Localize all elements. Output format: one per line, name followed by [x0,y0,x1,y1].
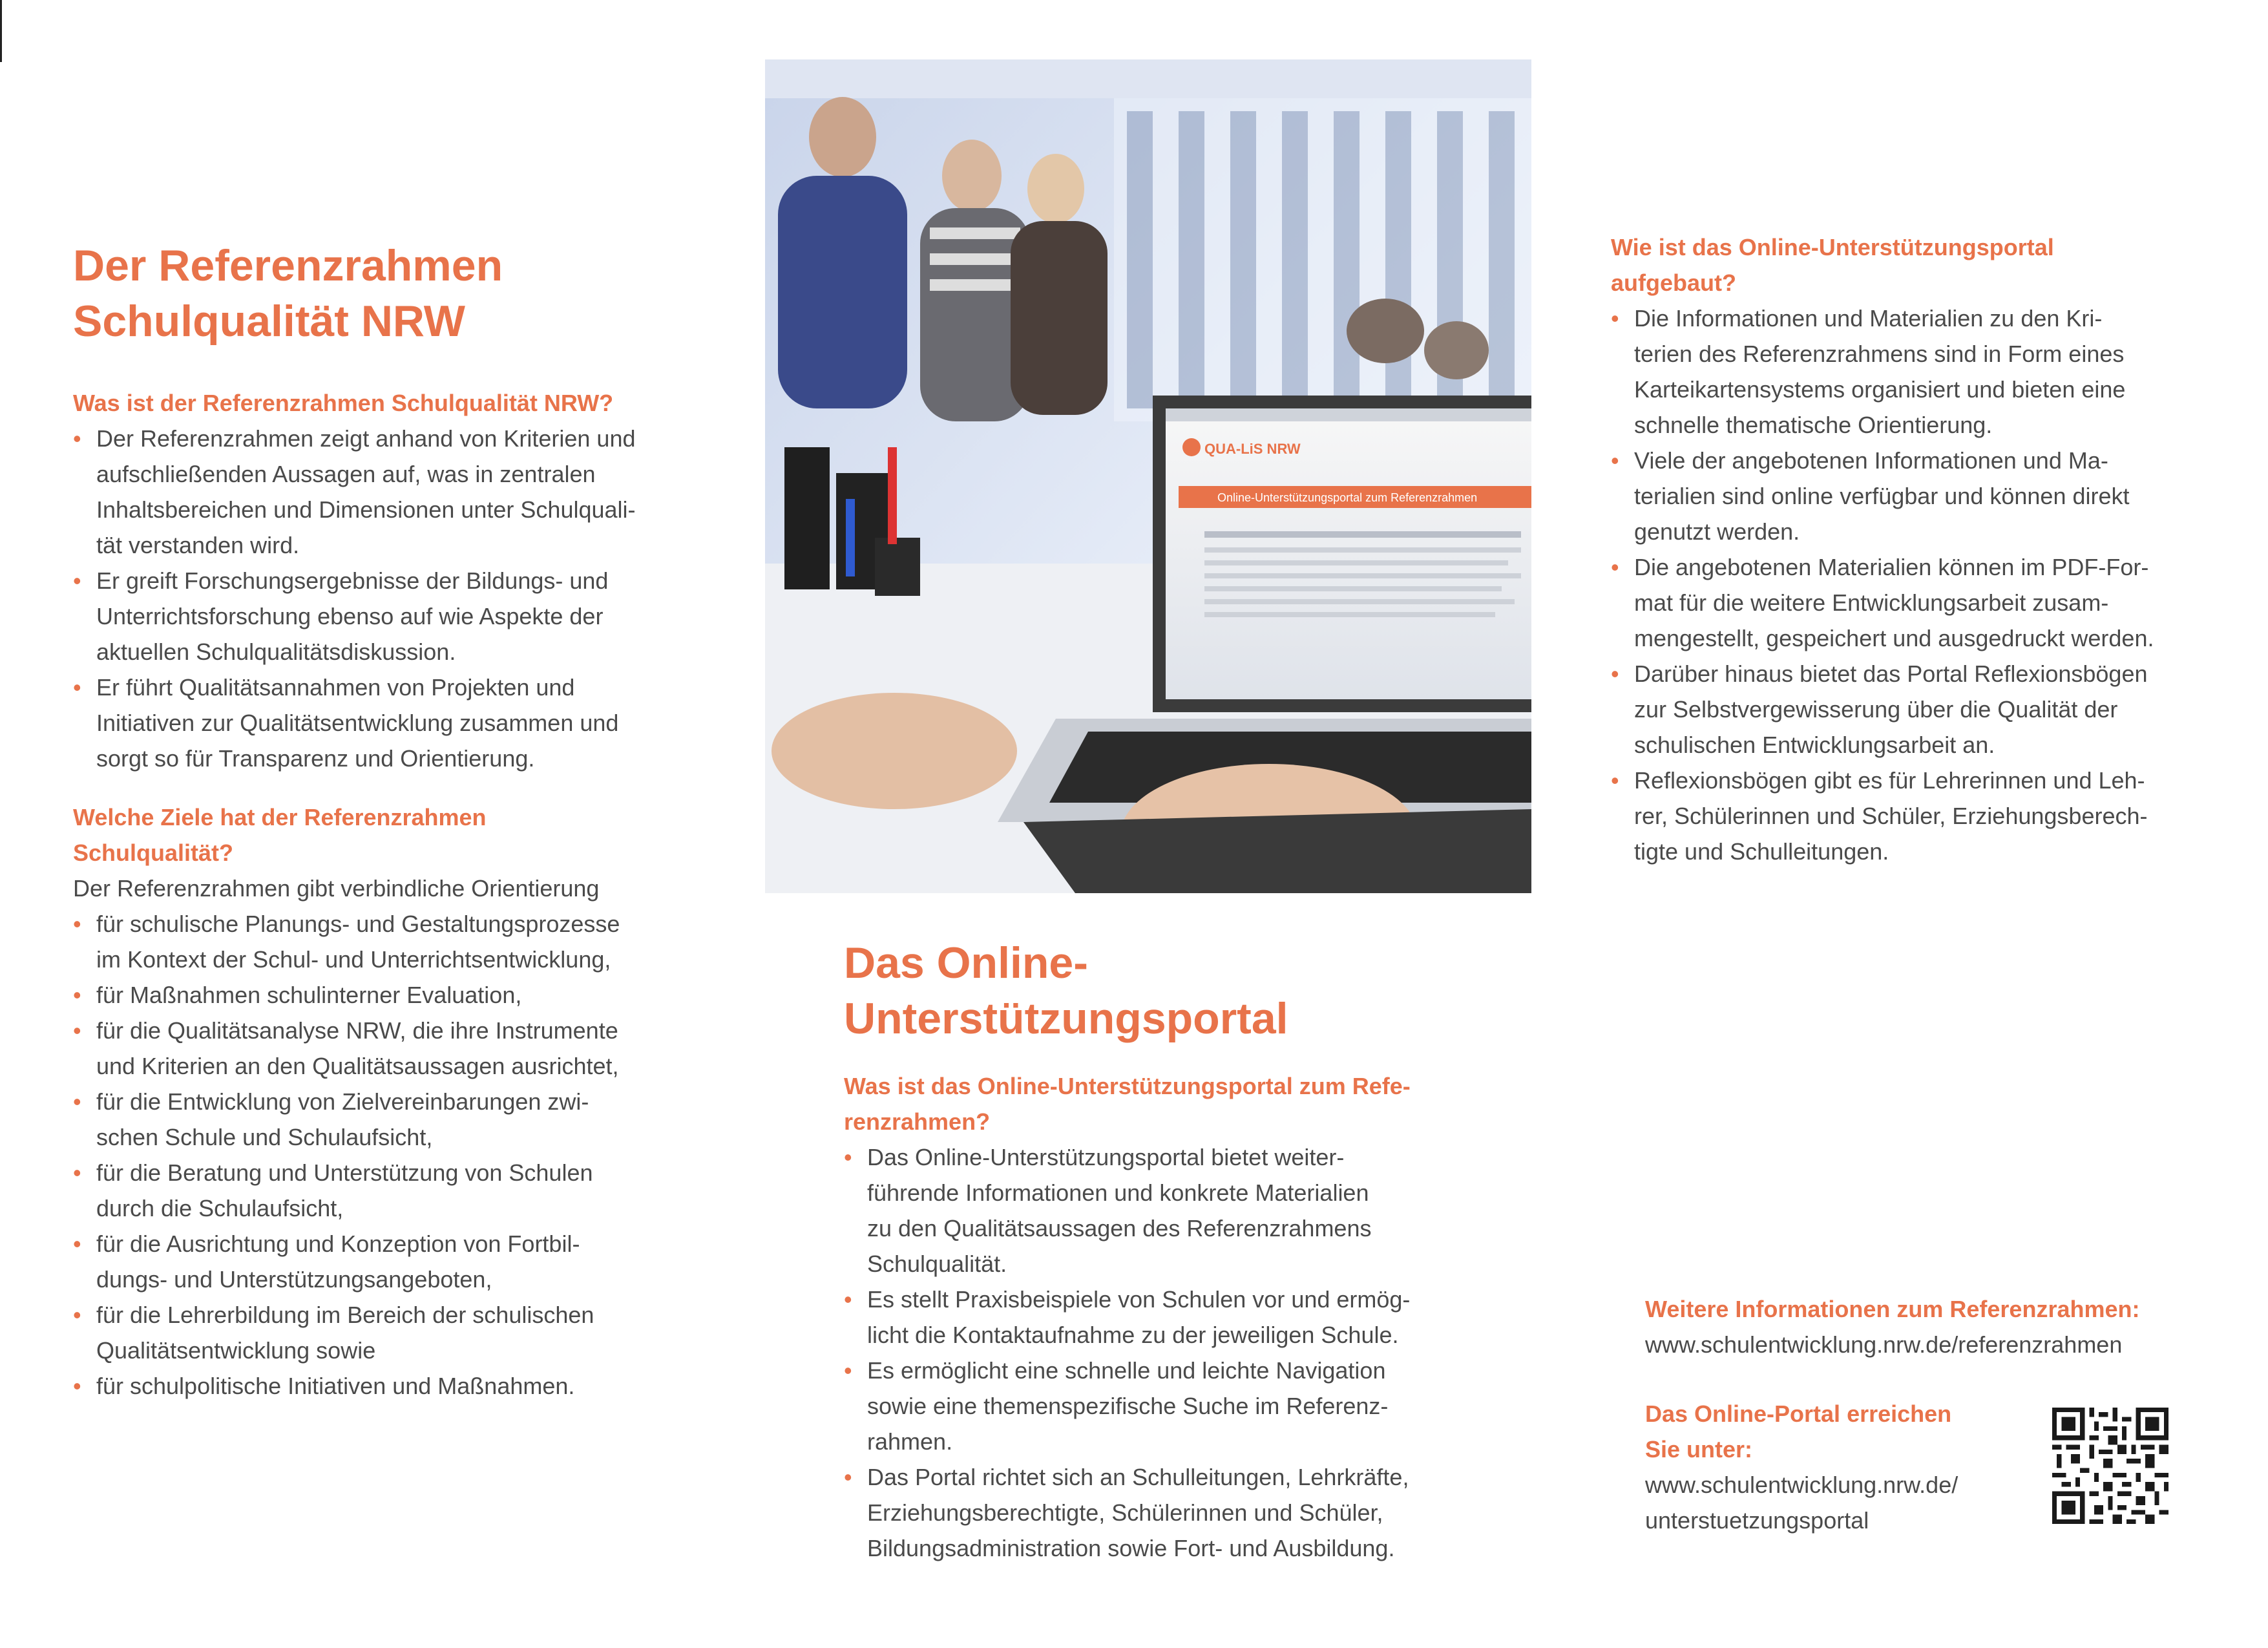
middle-bullet-line: • Es ermöglicht eine schnelle und leichte Navigation [867,1357,1386,1384]
section2-intro: Der Referenzrahmen gibt verbindliche Orientierung [73,875,600,902]
section2-bullet-line: • für die Entwicklung von Zielvereinbarungen zwi- [96,1088,589,1115]
left-title-line2: Schulqualität NRW [73,297,465,346]
section2-list [73,906,719,1404]
section1-bullet [73,563,719,670]
section1-bullet-line: Inhaltsbereichen und Dimensionen unter Schulquali- [96,496,636,523]
section1-bullet [73,670,719,776]
section1-bullet-line: Initiativen zur Qualitätsentwicklung zusammen und [96,710,619,736]
middle-bullet-line: führende Informationen und konkrete Materialien [867,1179,1369,1206]
right-bullet-line: terialien sind online verfügbar und können direkt [1634,483,2130,509]
middle-bullet-line: Schulqualität. [867,1251,1007,1277]
right-bullet-line: tigte und Schulleitungen. [1634,838,1889,865]
middle-bullet-line: • Es stellt Praxisbeispiele von Schulen vor und ermög- [867,1286,1411,1313]
right-bullet [1611,549,2231,656]
section2-bullet [73,906,719,977]
right-bullet-line: schulischen Entwicklungsarbeit an. [1634,732,1995,758]
section2-bullet-line: • für Maßnahmen schulinterner Evaluation, [96,982,522,1008]
middle-bullet [844,1459,1490,1566]
section2-bullet [73,1084,719,1155]
section2-bullet [73,977,719,1013]
right-bullet-line: schnelle thematische Orientierung. [1634,412,1993,438]
portal-heading-line2: Sie unter: [1645,1436,1753,1463]
middle-heading [844,1068,1490,1139]
right-heading [1611,229,2231,301]
section2-bullet-line: schen Schule und Schulaufsicht, [96,1124,433,1150]
middle-bullet-line: • Das Online-Unterstützungsportal bietet weiter- [867,1144,1345,1170]
middle-heading-line1: Was ist das Online-Unterstützungsportal zum Refe- [844,1073,1411,1099]
info-link[interactable]: www.schulentwicklung.nrw.de/referenzrahmen [1645,1331,2123,1358]
section1-bullet-line: • Der Referenzrahmen zeigt anhand von Kriterien und [96,425,636,452]
right-bullet-line: Karteikartensystems organisiert und bieten eine [1634,376,2126,403]
right-bullet-line: • Viele der angebotenen Informationen und Ma- [1634,447,2108,474]
section2-bullet-line: durch die Schulaufsicht, [96,1195,344,1221]
right-heading-line2: aufgebaut? [1611,269,1736,296]
middle-bullet-line: sowie eine themenspezifische Suche im Referenz- [867,1393,1389,1419]
right-bullet [1611,443,2231,549]
section1-bullet-line: • Er greift Forschungsergebnisse der Bildungs- und [96,567,609,594]
middle-list [844,1139,1490,1566]
middle-bullet [844,1353,1490,1459]
middle-column [844,935,1490,1566]
right-bullet [1611,763,2231,869]
right-bullet-line: • Die angebotenen Materialien können im PDF-For- [1634,554,2149,580]
right-heading-line1: Wie ist das Online-Unterstützungsportal [1611,234,2054,260]
section1-list [73,421,719,776]
middle-bullet-line: Bildungsadministration sowie Fort- und Ausbildung. [867,1535,1395,1561]
section1-bullet [73,421,719,563]
section2-bullet-line: • für schulische Planungs- und Gestaltungsprozesse [96,911,620,937]
middle-bullet-line: zu den Qualitätsaussagen des Referenzrahmens [867,1215,1372,1241]
scan-edge-mark [0,0,2,62]
section1-bullet-line: • Er führt Qualitätsannahmen von Projekten und [96,674,575,701]
left-column [73,238,719,1404]
office-photo [765,59,1531,893]
section1-bullet-line: aufschließenden Aussagen auf, was in zentralen [96,461,596,487]
section2-bullet [73,1226,719,1297]
right-list [1611,301,2231,869]
right-bullet-line: genutzt werden. [1634,518,1800,545]
section2-bullet [73,1155,719,1226]
screen-logo: QUA-LiS NRW [1204,441,1301,457]
right-bullet-line: mengestellt, gespeichert und ausgedruckt werden. [1634,625,2154,651]
right-bullet-line: mat für die weitere Entwicklungsarbeit zusam- [1634,589,2109,616]
middle-bullet [844,1139,1490,1282]
middle-heading-line2: renzrahmen? [844,1108,991,1135]
right-bullet-line: • Darüber hinaus bietet das Portal Reflexionsbögen [1634,660,2148,687]
section2-heading [73,799,719,871]
section1-heading: Was ist der Referenzrahmen Schulqualität NRW? [73,390,614,416]
section2-bullet-line: im Kontext der Schul- und Unterrichtsentwicklung, [96,946,611,973]
right-bullet [1611,301,2231,443]
section2-bullet-line: Qualitätsentwicklung sowie [96,1337,376,1364]
middle-title-line2: Unterstützungsportal [844,994,1288,1043]
section2-heading-line1: Welche Ziele hat der Referenzrahmen [73,804,487,830]
section2-bullet-line: • für schulpolitische Initiativen und Maßnahmen. [96,1373,575,1399]
section2-bullet-line: • für die Ausrichtung und Konzeption von Fortbil- [96,1231,580,1257]
qr-code-icon[interactable] [2052,1408,2168,1524]
section1-bullet-line: sorgt so für Transparenz und Orientierung. [96,745,535,772]
screen-title: Online-Unterstützungsportal zum Referenzrahmen [1217,491,1478,504]
middle-bullet-line: Erziehungsberechtigte, Schülerinnen und Schüler, [867,1499,1383,1526]
section1-bullet-line: Unterrichtsforschung ebenso auf wie Aspekte der [96,603,604,629]
section1-bullet-line: tät verstanden wird. [96,532,300,558]
right-bullet-line: • Reflexionsbögen gibt es für Lehrerinnen und Leh- [1634,767,2145,794]
right-bullet-line: • Die Informationen und Materialien zu den Kri- [1634,305,2103,332]
left-title [73,238,719,349]
right-bullet-line: rer, Schülerinnen und Schüler, Erziehungsberech- [1634,803,2148,829]
section2-bullet [73,1013,719,1084]
section2-bullet-line: • für die Lehrerbildung im Bereich der schulischen [96,1302,594,1328]
section2-heading-line2: Schulqualität? [73,840,234,866]
portal-heading-line1: Das Online-Portal erreichen [1645,1400,1952,1427]
info-heading: Weitere Informationen zum Referenzrahmen: [1645,1296,2140,1322]
middle-bullet-line: • Das Portal richtet sich an Schulleitungen, Lehrkräfte, [867,1464,1409,1490]
middle-bullet-line: rahmen. [867,1428,953,1455]
right-bullet [1611,656,2231,763]
middle-bullet [844,1282,1490,1353]
section1-bullet-line: aktuellen Schulqualitätsdiskussion. [96,639,456,665]
portal-link-line2: unterstuetzungsportal [1645,1507,1869,1534]
left-title-line1: Der Referenzrahmen [73,241,503,290]
middle-title [844,935,1490,1046]
section2-bullet-line: • für die Qualitätsanalyse NRW, die ihre Instrumente [96,1017,618,1044]
middle-bullet-line: licht die Kontaktaufnahme zu der jeweiligen Schule. [867,1322,1399,1348]
section2-bullet-line: dungs- und Unterstützungsangeboten, [96,1266,492,1293]
right-bullet-line: zur Selbstvergewisserung über die Qualität der [1634,696,2118,723]
section2-bullet-line: • für die Beratung und Unterstützung von Schulen [96,1159,593,1186]
section2-bullet [73,1368,719,1404]
section2-bullet [73,1297,719,1368]
right-bullet-line: terien des Referenzrahmens sind in Form eines [1634,341,2125,367]
middle-title-line1: Das Online- [844,938,1088,988]
right-column [1611,229,2231,869]
section2-bullet-line: und Kriterien an den Qualitätsaussagen ausrichtet, [96,1053,619,1079]
portal-link-line1: www.schulentwicklung.nrw.de/ [1645,1472,1958,1498]
